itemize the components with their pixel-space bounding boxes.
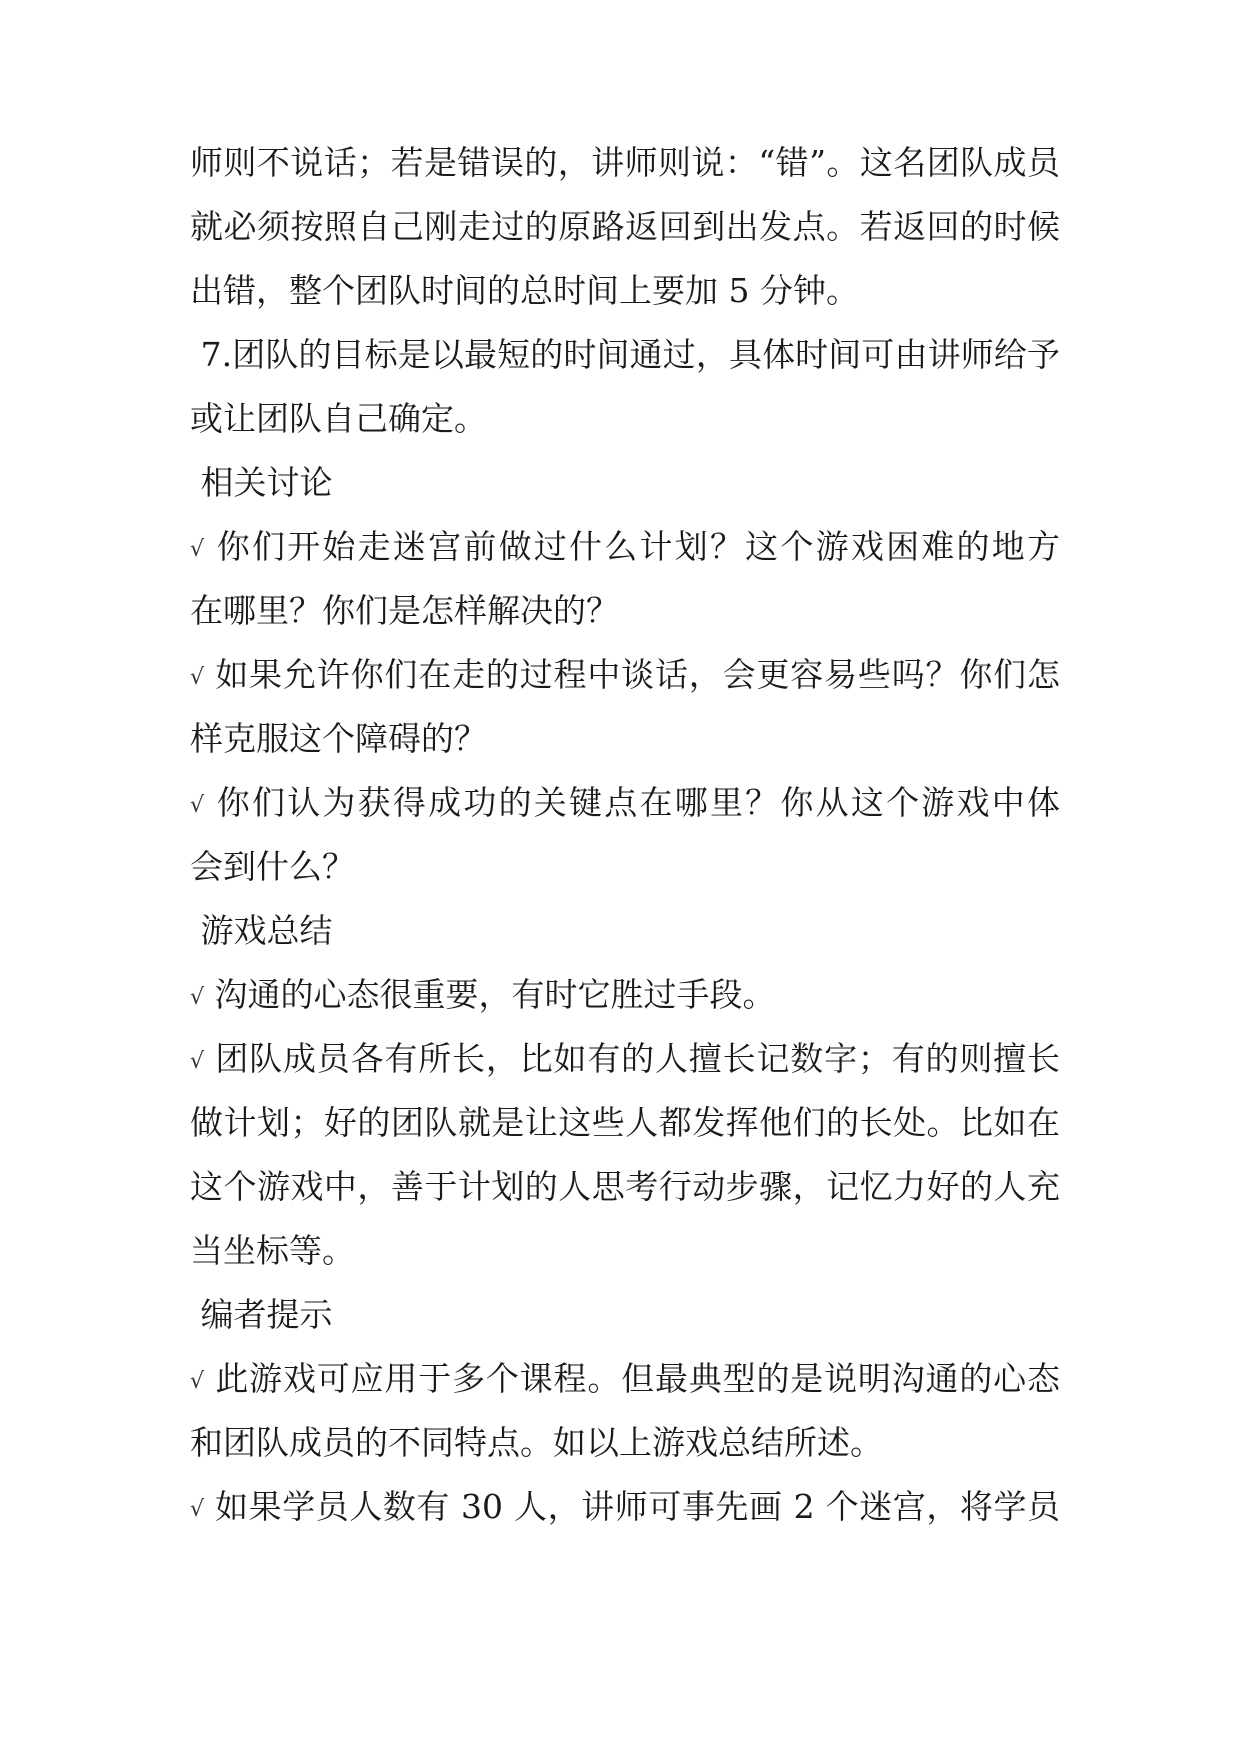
section-heading-summary: 游戏总结: [190, 911, 333, 950]
bullet-item: √ 如果学员人数有 30 人，讲师可事先画 2 个迷宫，将学员: [190, 1487, 1060, 1526]
text-line: 7.团队的目标是以最短的时间通过，具体时间可由讲师给予: [190, 335, 1060, 374]
bullet-item: √ 团队成员各有所长，比如有的人擅长记数字；有的则擅长: [190, 1039, 1060, 1078]
checkmark-icon: √: [190, 665, 205, 690]
bullet-item: √ 此游戏可应用于多个课程。但最典型的是说明沟通的心态: [190, 1359, 1060, 1398]
text-line: 出错，整个团队时间的总时间上要加 5 分钟。: [190, 271, 859, 310]
bullet-item: √ 你们开始走迷宫前做过什么计划？这个游戏困难的地方: [190, 527, 1060, 566]
checkmark-icon: √: [190, 1497, 205, 1522]
text-line: 或让团队自己确定。: [190, 399, 487, 438]
text-line: 做计划；好的团队就是让这些人都发挥他们的长处。比如在: [190, 1103, 1060, 1142]
text-line: 会到什么？: [190, 847, 355, 886]
text-line: 和团队成员的不同特点。如以上游戏总结所述。: [190, 1423, 883, 1462]
text-line: 在哪里？你们是怎样解决的？: [190, 591, 619, 630]
checkmark-icon: √: [190, 985, 205, 1010]
text-line: 这个游戏中，善于计划的人思考行动步骤，记忆力好的人充: [190, 1167, 1060, 1206]
section-heading-discussion: 相关讨论: [190, 463, 333, 502]
text-line: 样克服这个障碍的？: [190, 719, 487, 758]
text-line: 就必须按照自己刚走过的原路返回到出发点。若返回的时候: [190, 207, 1060, 246]
bullet-item: √ 沟通的心态很重要，有时它胜过手段。: [190, 975, 776, 1014]
text-line: 师则不说话；若是错误的，讲师则说：“错”。这名团队成员: [190, 143, 1060, 182]
text-line: 当坐标等。: [190, 1231, 355, 1270]
checkmark-icon: √: [190, 793, 205, 818]
bullet-item: √ 你们认为获得成功的关键点在哪里？你从这个游戏中体: [190, 783, 1060, 822]
section-heading-editor-tips: 编者提示: [190, 1295, 333, 1334]
checkmark-icon: √: [190, 537, 205, 562]
checkmark-icon: √: [190, 1369, 205, 1394]
bullet-item: √ 如果允许你们在走的过程中谈话，会更容易些吗？你们怎: [190, 655, 1060, 694]
checkmark-icon: √: [190, 1049, 205, 1074]
